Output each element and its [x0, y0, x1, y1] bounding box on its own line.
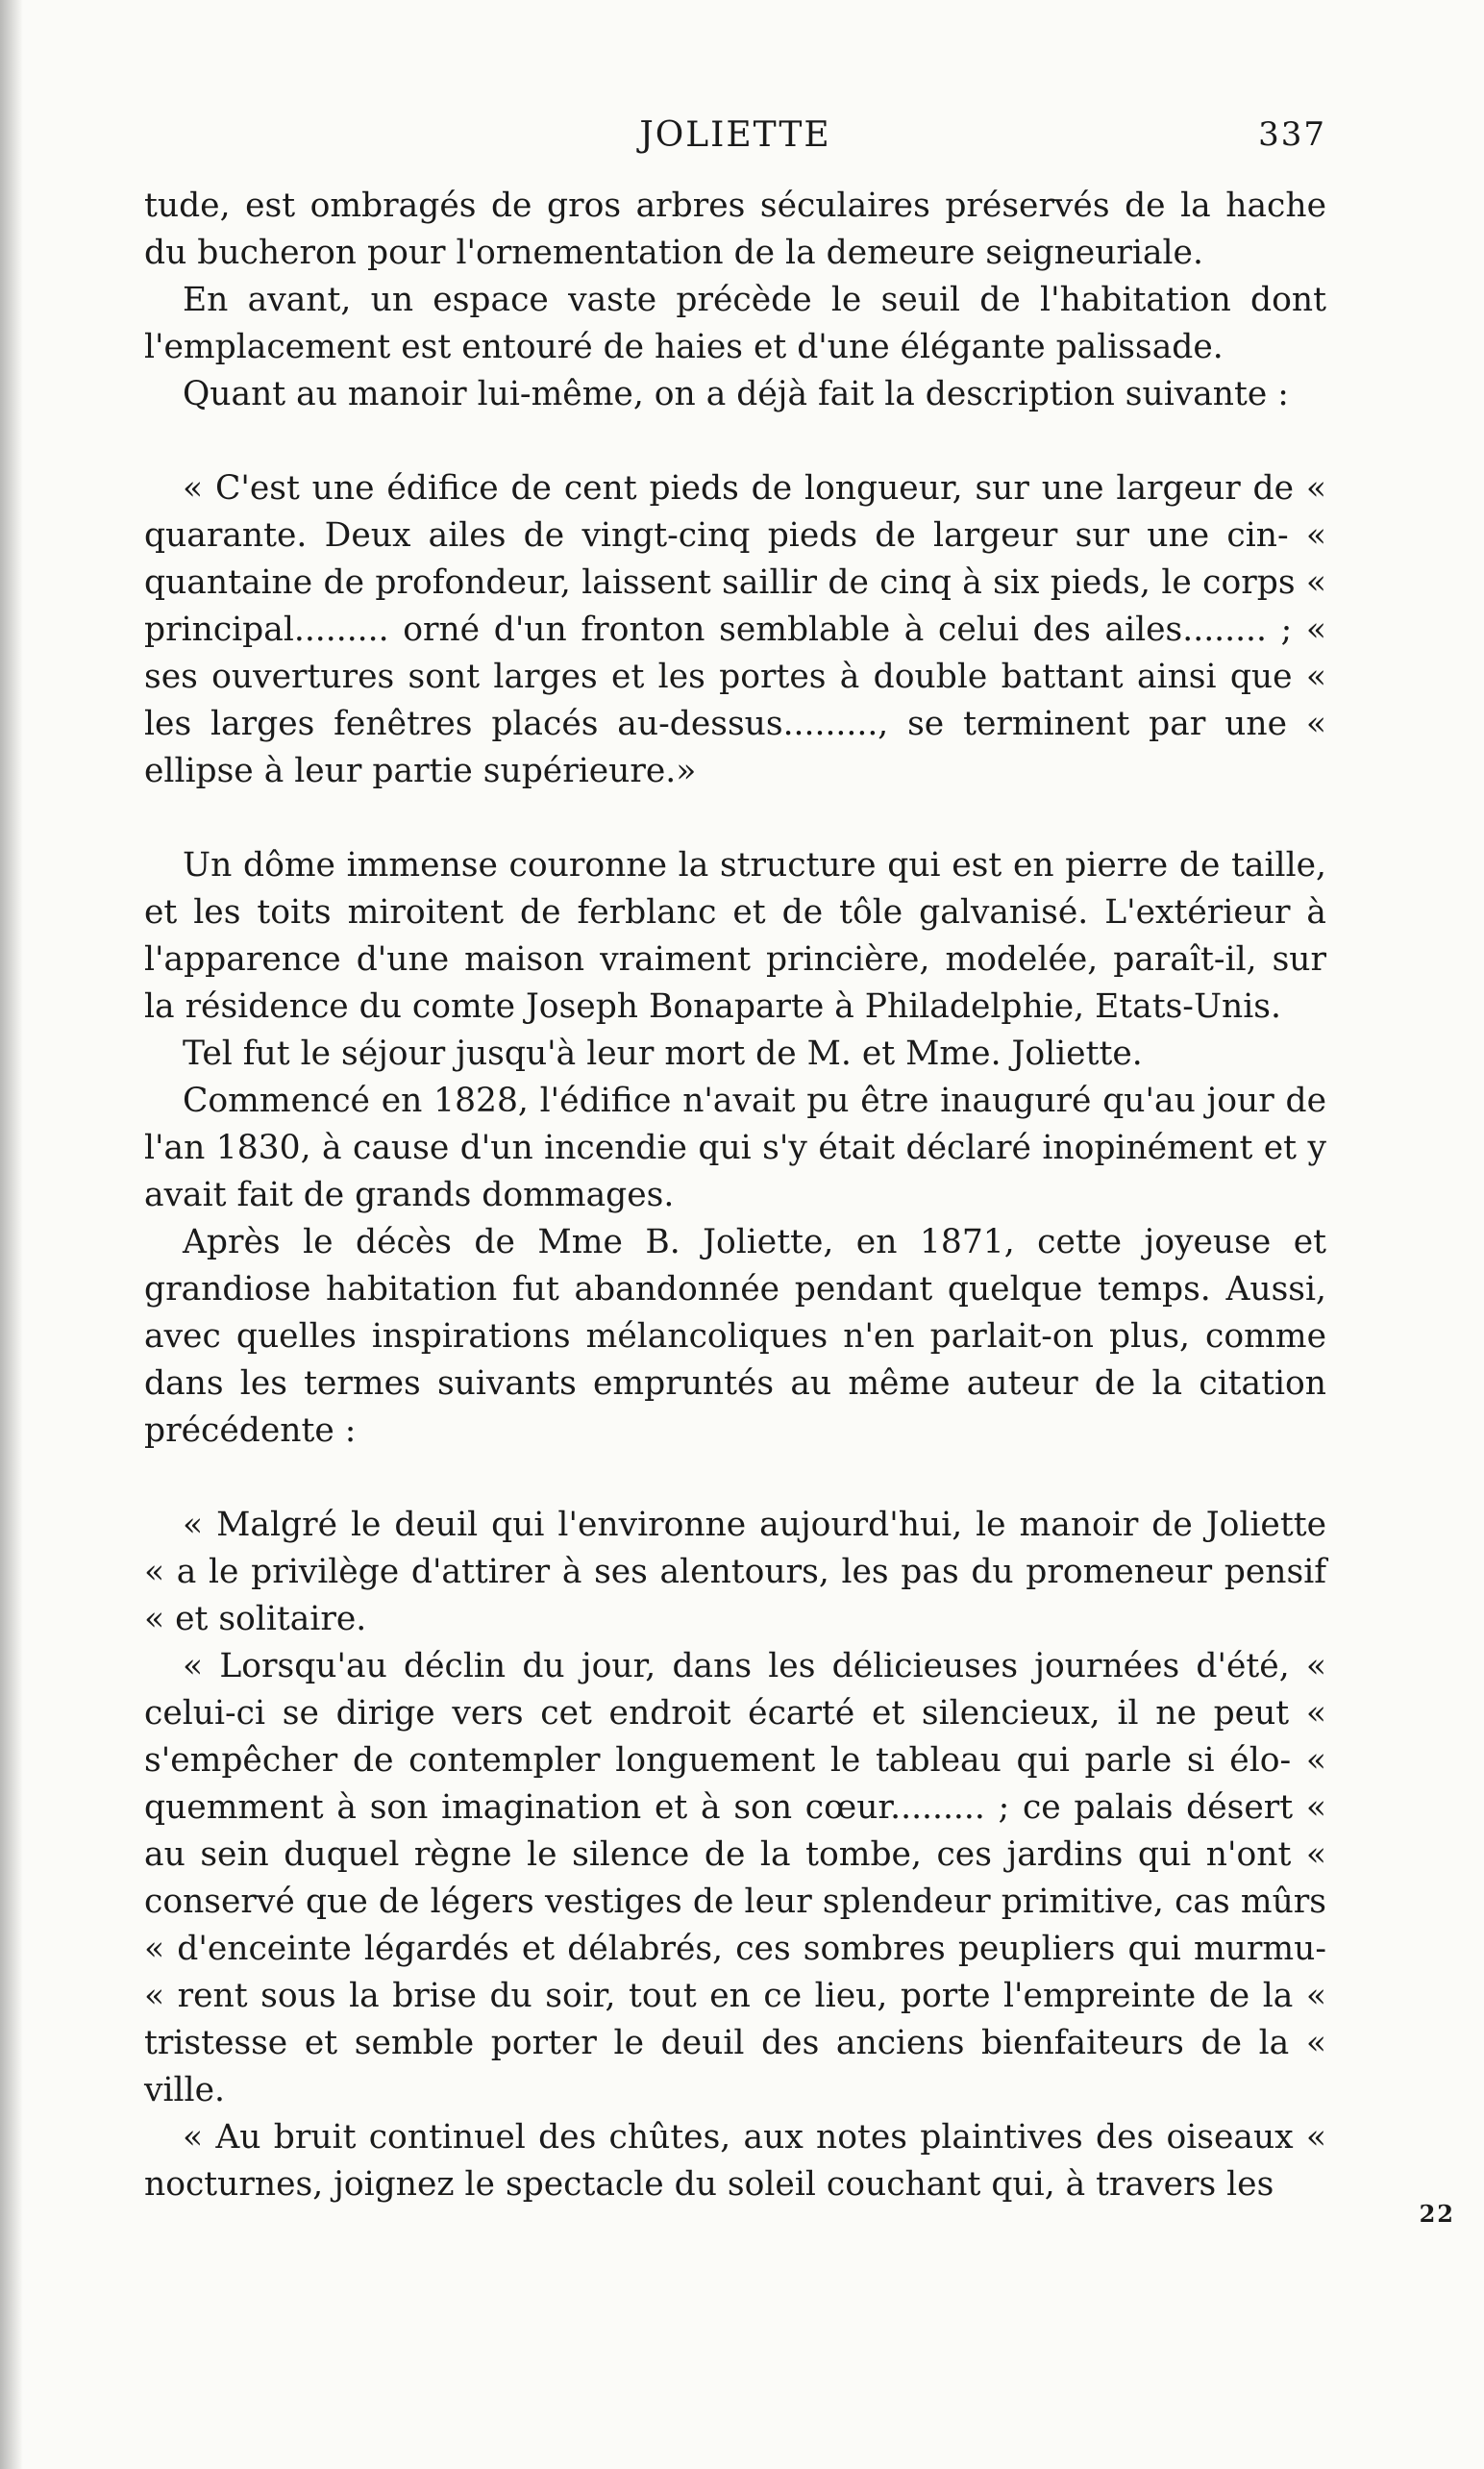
quote-paragraph: « Lorsqu'au déclin du jour, dans les délicieuses journées d'été, « celui-ci se dirige vers cet endroit écarté et silencieux, il ne peut « s'empêcher de contempler longuement le tableau qui parle si élo- « quemment à son imagination et à son cœur......... ; ce palais désert « au sein duquel règne le silence de la tombe, ces jardins qui n'ont « conservé que de légers vestiges de leur splendeur primitive, cas mûrs « d'enceinte légardés et délabrés, ces sombres peupliers qui murmu- « rent sous la brise du soir, tout en ce lieu, porte l'empreinte de la « tristesse et semble porter le deuil des anciens bienfaiteurs de la « ville. — [144, 1647, 1326, 2109]
book-page — [144, 106, 1326, 2413]
paragraph: Commencé en 1828, l'édifice n'avait pu être inauguré qu'au jour de l'an 1830, à cause d'un incendie qui s'y était déclaré inopinément et y avait fait de grands dommages. — [144, 1082, 1326, 1214]
paragraph: En avant, un espace vaste précède le seuil de l'habitation dont l'emplacement est entouré de haies et d'une élégante palissade. — [144, 281, 1326, 366]
quote-paragraph: « Au bruit continuel des chûtes, aux notes plaintives des oiseaux « nocturnes, joignez le spectacle du soleil couchant qui, à travers les — [144, 2118, 1326, 2204]
scan-edge-shadow — [0, 0, 23, 2469]
paragraph: tude, est ombragés de gros arbres séculaires préservés de la hache du bucheron pour l'ornementation de la demeure seigneuriale. — [144, 187, 1326, 272]
page-header — [144, 106, 1326, 163]
paragraph: Après le décès de Mme B. Joliette, en 1871, cette joyeuse et grandiose habitation fut abandonnée pendant quelque temps. Aussi, avec quelles inspirations mélancoliques n'en parlait-on plus, comme dans les termes suivants empruntés au même auteur de la citation précédente : — [144, 1223, 1326, 1450]
page-number: 337 — [1258, 115, 1326, 154]
running-title: JOLIETTE — [639, 115, 831, 155]
paragraph: Quant au manoir lui-même, on a déjà fait la description suivante : — [183, 375, 1289, 413]
body-text — [144, 183, 1326, 2208]
signature-mark: 22 — [1419, 2200, 1455, 2228]
quote-paragraph: « Malgré le deuil qui l'environne aujourd'hui, le manoir de Joliette « a le privilège d'attirer à ses alentours, les pas du promeneur pensif « et solitaire. — [144, 1506, 1326, 1638]
quote-paragraph: « C'est une édifice de cent pieds de longueur, sur une largeur de « quarante. Deux ailes de vingt-cinq pieds de largeur sur une cin- « quantaine de profondeur, laissent saillir de cinq à six pieds, le corps « principal......... orné d'un fronton semblable à celui des ailes........ ; « ses ouvertures sont larges et les portes à double battant ainsi que « les larges fenêtres placés au-dessus........., se terminent par une « ellipse à leur partie supérieure.» — [144, 469, 1326, 790]
block-quote — [144, 1502, 1326, 2208]
paragraph: Tel fut le séjour jusqu'à leur mort de M. et Mme. Joliette. — [183, 1035, 1143, 1073]
block-quote — [144, 465, 1326, 795]
paragraph: Un dôme immense couronne la structure qui est en pierre de taille, et les toits miroitent de ferblanc et de tôle galvanisé. L'extérieur à l'apparence d'une maison vraiment princière, modelée, paraît-il, sur la résidence du comte Joseph Bonaparte à Philadelphie, Etats-Unis. — [144, 846, 1326, 1026]
